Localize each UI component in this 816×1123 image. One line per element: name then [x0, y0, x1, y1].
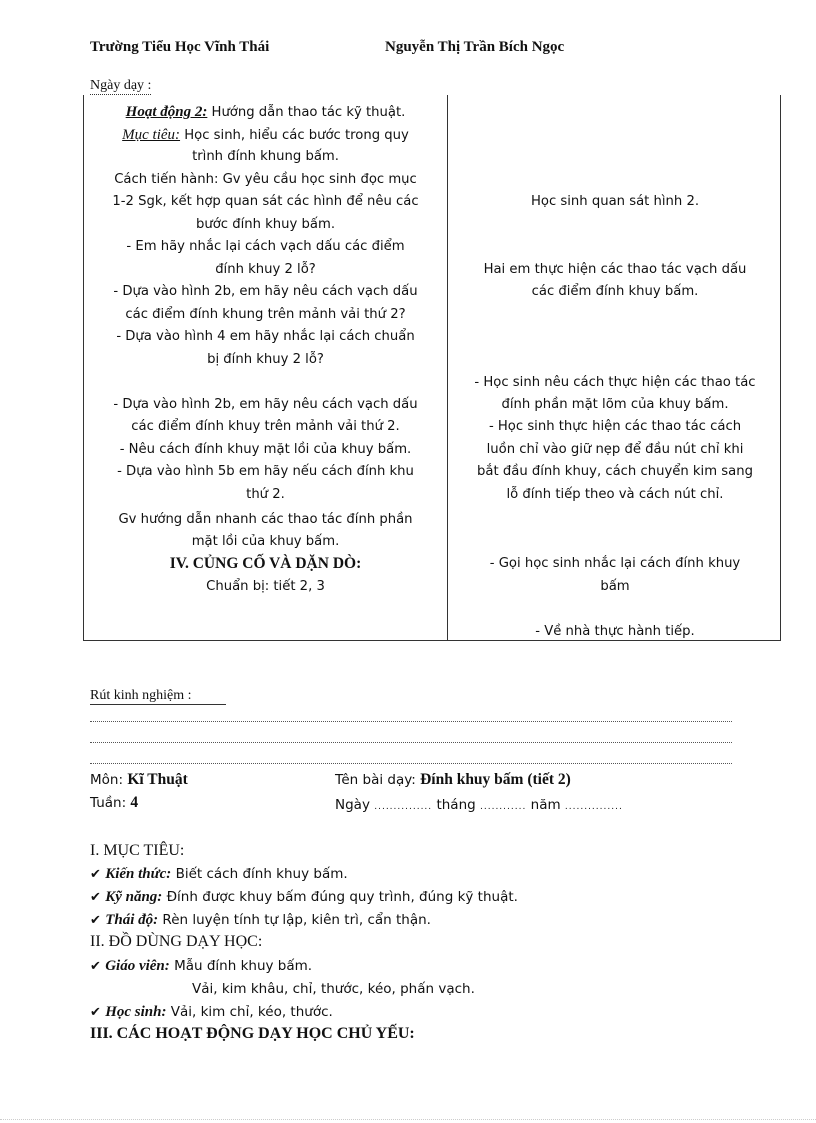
- question-1-line-1: - Em hãy nhắc lại cách vạch dấu các điểm: [126, 239, 405, 254]
- section-iv-heading: IV. CỦNG CỐ VÀ DẶN DÒ:: [169, 555, 362, 572]
- guide-line-2: mặt lồi của khuy bấm.: [191, 534, 340, 549]
- date-line: Ngày ............... tháng ............ năm ...............: [335, 797, 623, 813]
- review-dotted-line-2: [90, 742, 732, 743]
- question-6-line-1: - Dựa vào hình 5b em hãy nếu cách đính khu: [117, 464, 414, 479]
- question-3-line-1: - Dựa vào hình 4 em hãy nhắc lại cách chuẩn: [116, 329, 415, 344]
- question-2-line-1: - Dựa vào hình 2b, em hãy nêu cách vạch dấu: [113, 284, 418, 299]
- objectives-heading: I. MỤC TIÊU:: [90, 842, 185, 859]
- page-bottom-edge: [0, 1119, 816, 1120]
- materials-teacher: ✔ Giáo viên: Mẫu đính khuy bấm.: [90, 958, 313, 974]
- method-line-1: Cách tiến hành: Gv yêu cầu học sinh đọc mục: [114, 172, 417, 187]
- materials-heading: II. ĐỒ DÙNG DẠY HỌC:: [90, 933, 263, 950]
- subject-line: Môn: Kĩ Thuật: [90, 771, 188, 788]
- check-icon: ✔: [90, 867, 101, 882]
- check-icon: ✔: [90, 1005, 101, 1020]
- materials-teacher-2: Vải, kim khâu, chỉ, thước, kéo, phấn vạch.: [192, 981, 475, 997]
- method-line-3: bước đính khuy bấm.: [195, 217, 336, 232]
- question-6-line-2: thứ 2.: [246, 487, 285, 502]
- response-1: Học sinh quan sát hình 2.: [530, 194, 700, 209]
- check-icon: ✔: [90, 959, 101, 974]
- response-3-line-1: - Học sinh nêu cách thực hiện các thao tác: [474, 375, 756, 390]
- method-line-2: 1-2 Sgk, kết hợp quan sát các hình để nêu các: [112, 194, 419, 209]
- lesson-title-value: Đính khuy bấm (tiết 2): [420, 771, 571, 788]
- objective-attitude: ✔ Thái độ: Rèn luyện tính tự lập, kiên trì, cẩn thận.: [90, 912, 431, 928]
- objective-knowledge: ✔ Kiến thức: Biết cách đính khuy bấm.: [90, 866, 348, 882]
- guide-line-1: Gv hướng dẫn nhanh các thao tác đính phần: [118, 512, 413, 527]
- question-3-line-2: bị đính khuy 2 lỗ?: [207, 352, 324, 367]
- question-5: - Nêu cách đính khuy mặt lồi của khuy bấm.: [119, 442, 412, 457]
- response-3-line-2: đính phần mặt lõm của khuy bấm.: [501, 397, 729, 412]
- review-dotted-line-3: [90, 763, 732, 764]
- school-name: Trường Tiểu Học Vĩnh Thái: [90, 39, 270, 55]
- goal-label: Mục tiêu:: [122, 127, 181, 143]
- teaching-date-label: Ngày dạy :: [90, 78, 152, 93]
- question-1-line-2: đính khuy 2 lỗ?: [215, 262, 316, 277]
- check-icon: ✔: [90, 913, 101, 928]
- response-6: - Về nhà thực hành tiếp.: [535, 624, 695, 639]
- response-5-line-1: - Gọi học sinh nhắc lại cách đính khuy: [489, 556, 741, 571]
- response-4-line-3: bắt đầu đính khuy, cách chuyển kim sang: [477, 464, 753, 479]
- response-2-line-1: Hai em thực hiện các thao tác vạch dấu: [483, 262, 747, 277]
- goal-line-2: trình đính khung bấm.: [192, 149, 339, 164]
- week-value: 4: [130, 794, 139, 811]
- objective-skill: ✔ Kỹ năng: Đính được khuy bấm đúng quy trình, đúng kỹ thuật.: [90, 889, 518, 905]
- review-dotted-line-1: [90, 721, 732, 722]
- subject-value: Kĩ Thuật: [127, 771, 188, 788]
- response-2-line-2: các điểm đính khuy bấm.: [531, 284, 699, 299]
- lesson-title-line: Tên bài dạy: Đính khuy bấm (tiết 2): [335, 771, 571, 788]
- question-4-line-1: - Dựa vào hình 2b, em hãy nêu cách vạch dấu: [113, 397, 418, 412]
- goal-line: Mục tiêu: Học sinh, hiểu các bước trong quy: [122, 127, 409, 143]
- teacher-name: Nguyễn Thị Trần Bích Ngọc: [385, 39, 565, 55]
- materials-student: ✔ Học sinh: Vải, kim chỉ, kéo, thước.: [90, 1004, 333, 1020]
- week-line: Tuần: 4: [90, 794, 139, 811]
- question-2-line-2: các điểm đính khung trên mảnh vải thứ 2?: [125, 307, 406, 322]
- activities-heading: III. CÁC HOẠT ĐỘNG DẠY HỌC CHỦ YẾU:: [90, 1025, 415, 1042]
- check-icon: ✔: [90, 890, 101, 905]
- activity-2-label: Hoạt động 2:: [125, 104, 208, 120]
- review-label: Rút kinh nghiệm :: [90, 688, 226, 705]
- response-4-line-1: - Học sinh thực hiện các thao tác cách: [488, 419, 742, 434]
- prepare-line: Chuẩn bị: tiết 2, 3: [206, 579, 325, 594]
- question-4-line-2: các điểm đính khuy trên mảnh vải thứ 2.: [131, 419, 400, 434]
- activity-2-line: Hoạt động 2: Hướng dẫn thao tác kỹ thuật.: [125, 104, 406, 120]
- activities-table: [83, 95, 781, 641]
- response-4-line-2: luồn chỉ vào giữ nẹp để đầu nút chỉ khi: [486, 442, 744, 457]
- response-5-line-2: bấm: [600, 579, 630, 594]
- response-4-line-4: lỗ đính tiếp theo và cách nút chỉ.: [506, 487, 724, 502]
